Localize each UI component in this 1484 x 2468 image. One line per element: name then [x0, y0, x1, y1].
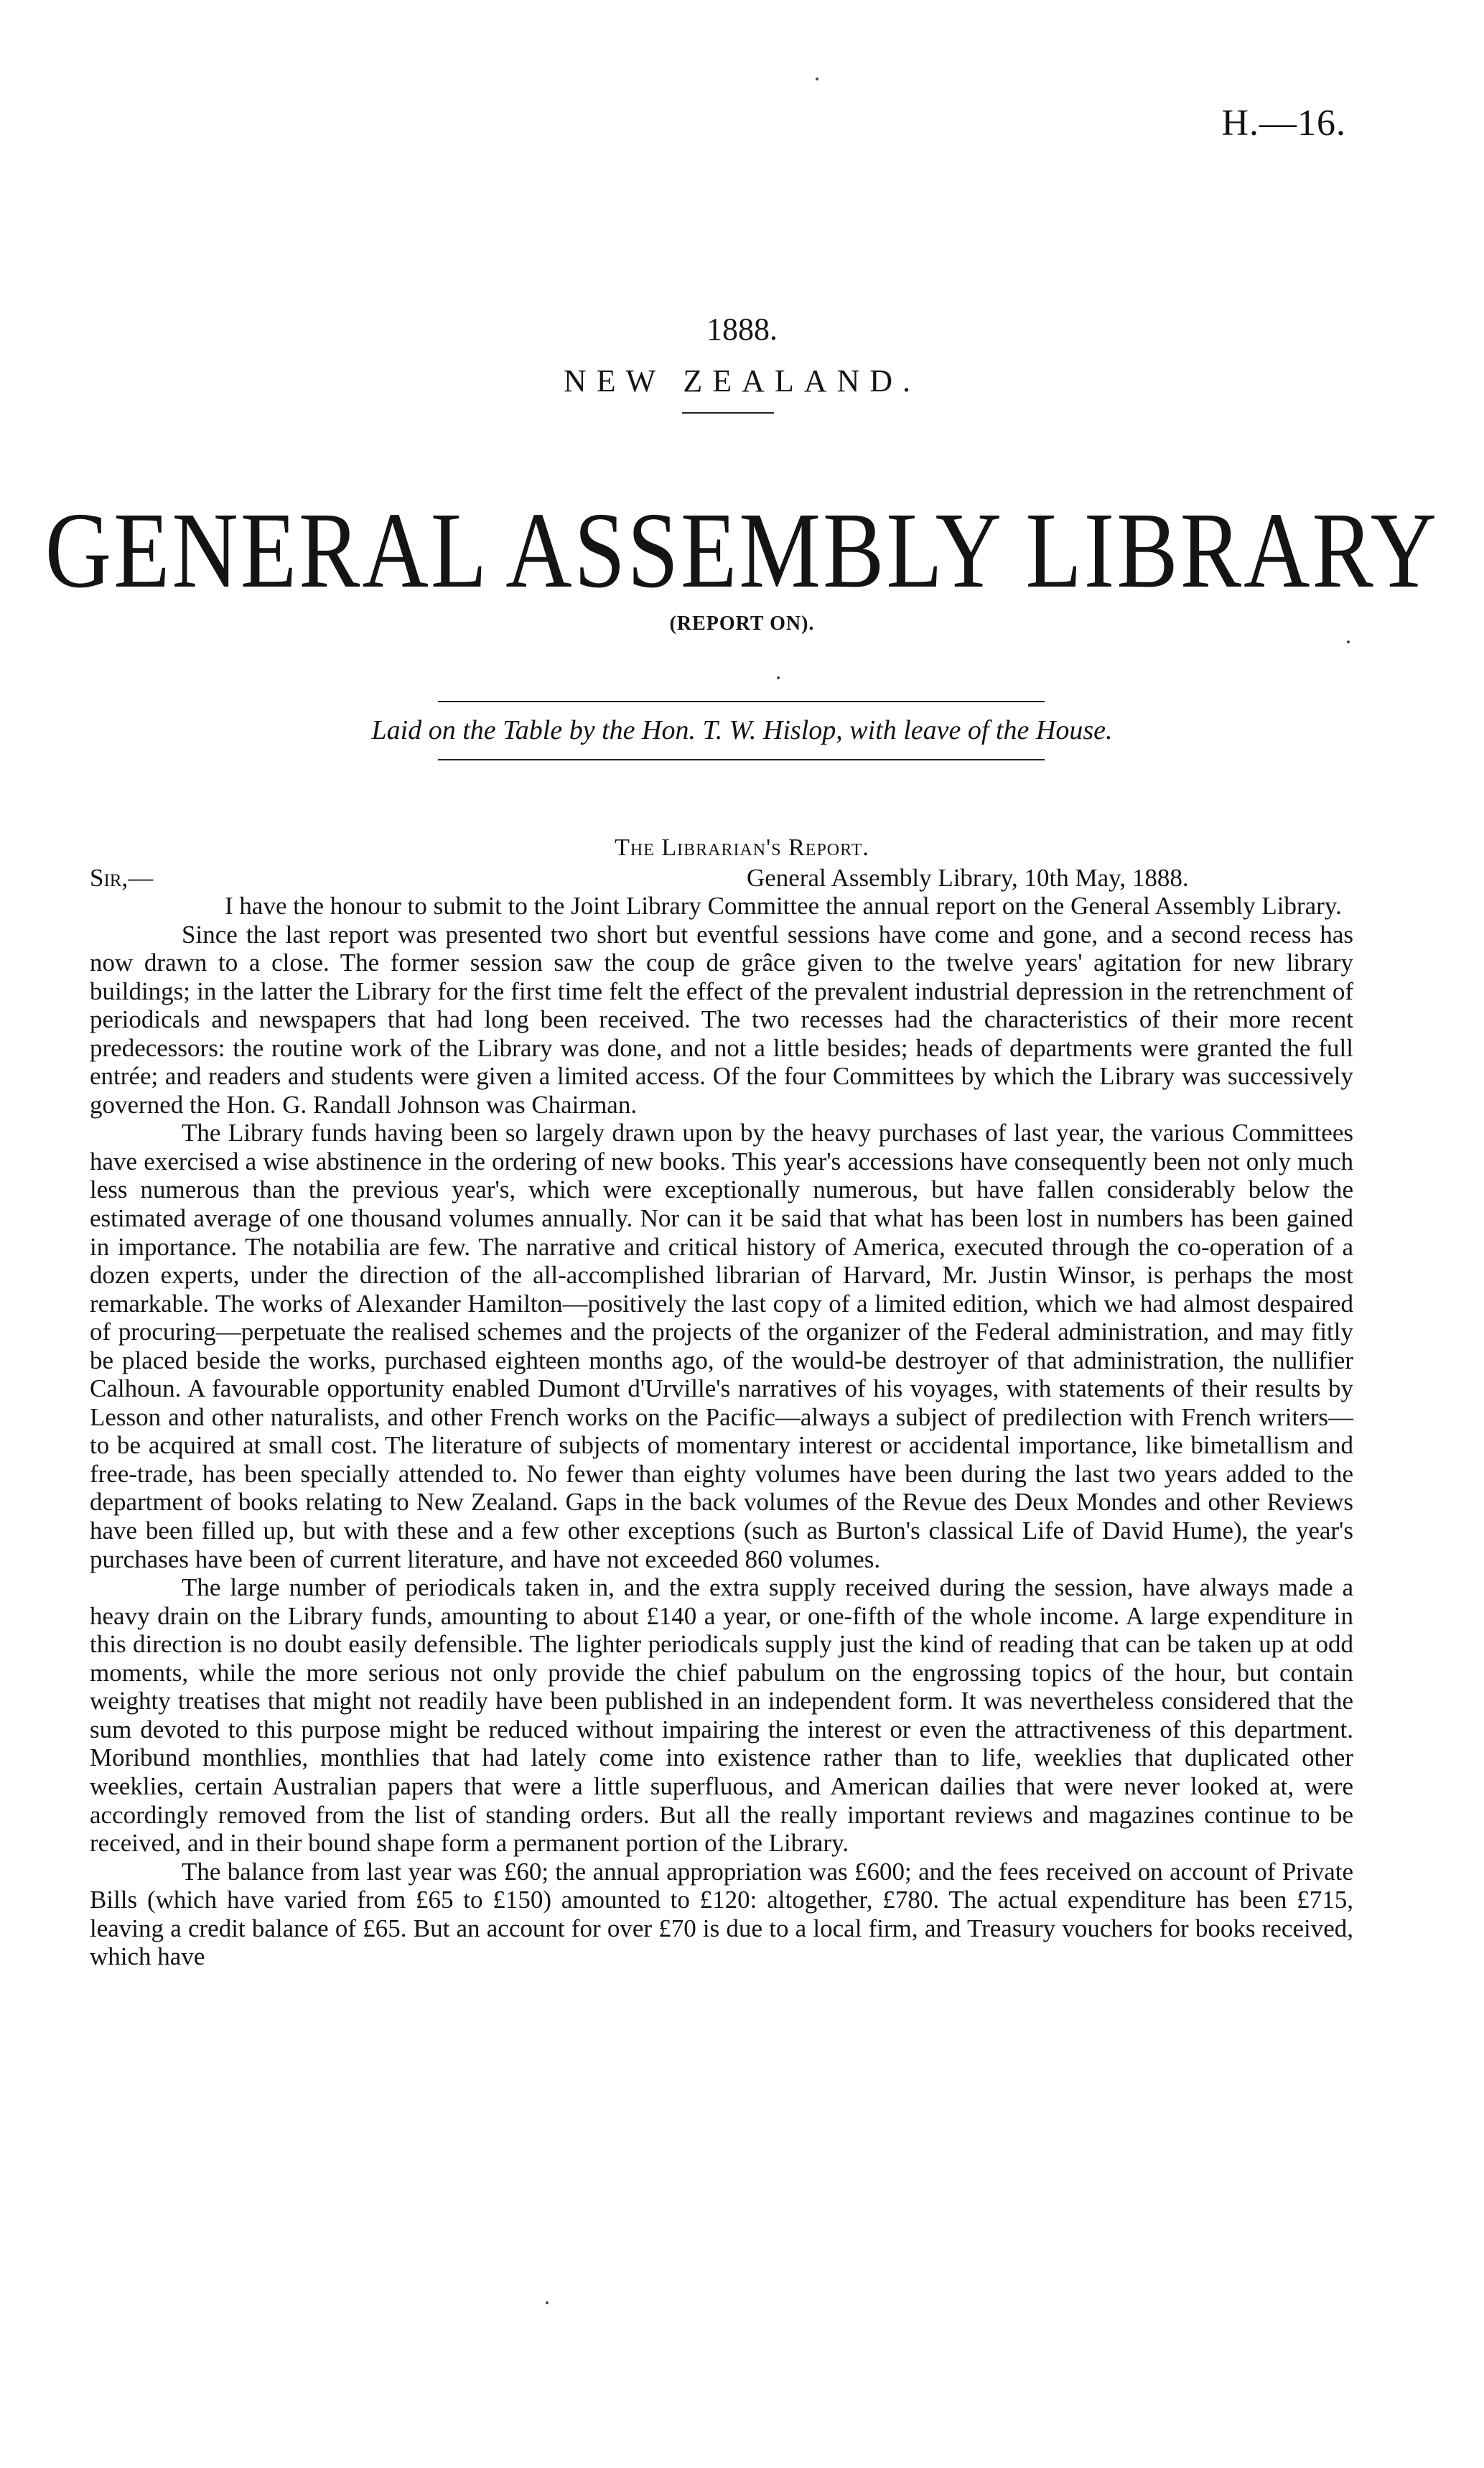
speck-mark [1347, 641, 1350, 643]
document-subtitle: (REPORT ON). [669, 613, 815, 635]
upper-rule [438, 701, 1045, 702]
laid-on-table-note: Laid on the Table by the Hon. T. W. Hislop, with leave of the House. [371, 715, 1113, 745]
salutation: Sir,— [90, 864, 154, 892]
short-divider [682, 412, 774, 414]
paragraph: The Library funds having been so largely drawn upon by the heavy purchases of last year, the various Committees have exercised a wise abstinence in the ordering of new books. This year's accessions have consequently been not only much less numerous than the previous year's, which were exceptionally numerous, but have fallen considerably below the estimated average of one thousand volumes annually. Nor can it be said that what has been lost in numbers has been gained in importance. The notabilia are few. The narrative and critical history of America, executed through the co-operation of a dozen experts, under the direction of the all-accomplished librarian of Harvard, Mr. Justin Winsor, is perhaps the most remarkable. The works of Alexander Hamilton—positively the last copy of a limited edition, which we had almost despaired of procuring—perpetuate the realised schemes and the projects of the organizer of the Federal administration, and may fitly be placed beside the works, purchased eighteen months ago, of the would-be destroyer of that administration, the nullifier Calhoun. A favourable opportunity enabled Dumont d'Urville's narratives of his voyages, with statements of their results by Lesson and other naturalists, and other French works on the Pacific—always a subject of predilection with French writers—to be acquired at small cost. The literature of subjects of momentary interest or accidental importance, like bimetallism and free-trade, has been specially attended to. No fewer than eighty volumes have been during the last two years added to the department of books relating to New Zealand. Gaps in the back volumes of the Revue des Deux Mondes and other Reviews have been filled up, but with these and a few other exceptions (such as Burton's classical Life of David Hume), the year's purchases have been of current literature, and have not exceeded 860 volumes. [90, 1119, 1353, 1573]
speck-mark [777, 676, 780, 679]
paragraph: The balance from last year was £60; the annual appropriation was £600; and the fees received on account of Private Bills (which have varied from £65 to £150) amounted to £120: altogether, £780. The actual expenditure has been £715, leaving a credit balance of £65. But an account for over £70 is due to a local firm, and Treasury vouchers for books received, which have [90, 1857, 1353, 1971]
country-heading: NEW ZEALAND. [563, 363, 921, 399]
page-number: H.—16. [1221, 103, 1346, 144]
paragraph: I have the honour to submit to the Joint Library Committee the annual report on the General Assembly Library. [225, 892, 1342, 920]
lower-rule [438, 759, 1045, 760]
document-title: GENERAL ASSEMBLY LIBRARY [45, 490, 1439, 610]
speck-mark [546, 2301, 549, 2304]
speck-mark [816, 78, 818, 80]
report-body [90, 892, 1353, 1971]
report-heading: The Librarian's Report. [615, 834, 869, 861]
paragraph: Since the last report was presented two short but eventful sessions have come and gone, and a second recess has now drawn to a close. The former session saw the coup de grâce given to the twelve years' agitation for new library buildings; in the latter the Library for the first time felt the effect of the prevalent industrial depression in the retrenchment of periodicals and newspapers that had long been received. The two recesses had the characteristics of their more recent predecessors: the routine work of the Library was done, and not a little besides; heads of departments were granted the full entrée; and readers and students were given a limited access. Of the four Committees by which the Library was successively governed the Hon. G. Randall Johnson was Chairman. [90, 920, 1353, 1119]
dateline: General Assembly Library, 10th May, 1888. [747, 864, 1189, 892]
paragraph: The large number of periodicals taken in, and the extra supply received during the session, have always made a heavy drain on the Library funds, amounting to about £140 a year, or one-fifth of the whole income. A large expenditure in this direction is no doubt easily defensible. The lighter periodicals supply just the kind of reading that can be taken up at odd moments, while the more serious not only provide the chief pabulum on the engrossing topics of the hour, but contain weighty treatises that might not readily have been published in an independent form. It was nevertheless considered that the sum devoted to this purpose might be reduced without impairing the interest or even the attractiveness of this department. Moribund monthlies, monthlies that had lately come into existence rather than to life, weeklies that duplicated other weeklies, certain Australian papers that were a little superfluous, and American dailies that were never looked at, were accordingly removed from the list of standing orders. But all the really important reviews and magazines continue to be received, and in their bound shape form a permanent portion of the Library. [90, 1573, 1353, 1858]
document-year: 1888. [706, 312, 778, 347]
